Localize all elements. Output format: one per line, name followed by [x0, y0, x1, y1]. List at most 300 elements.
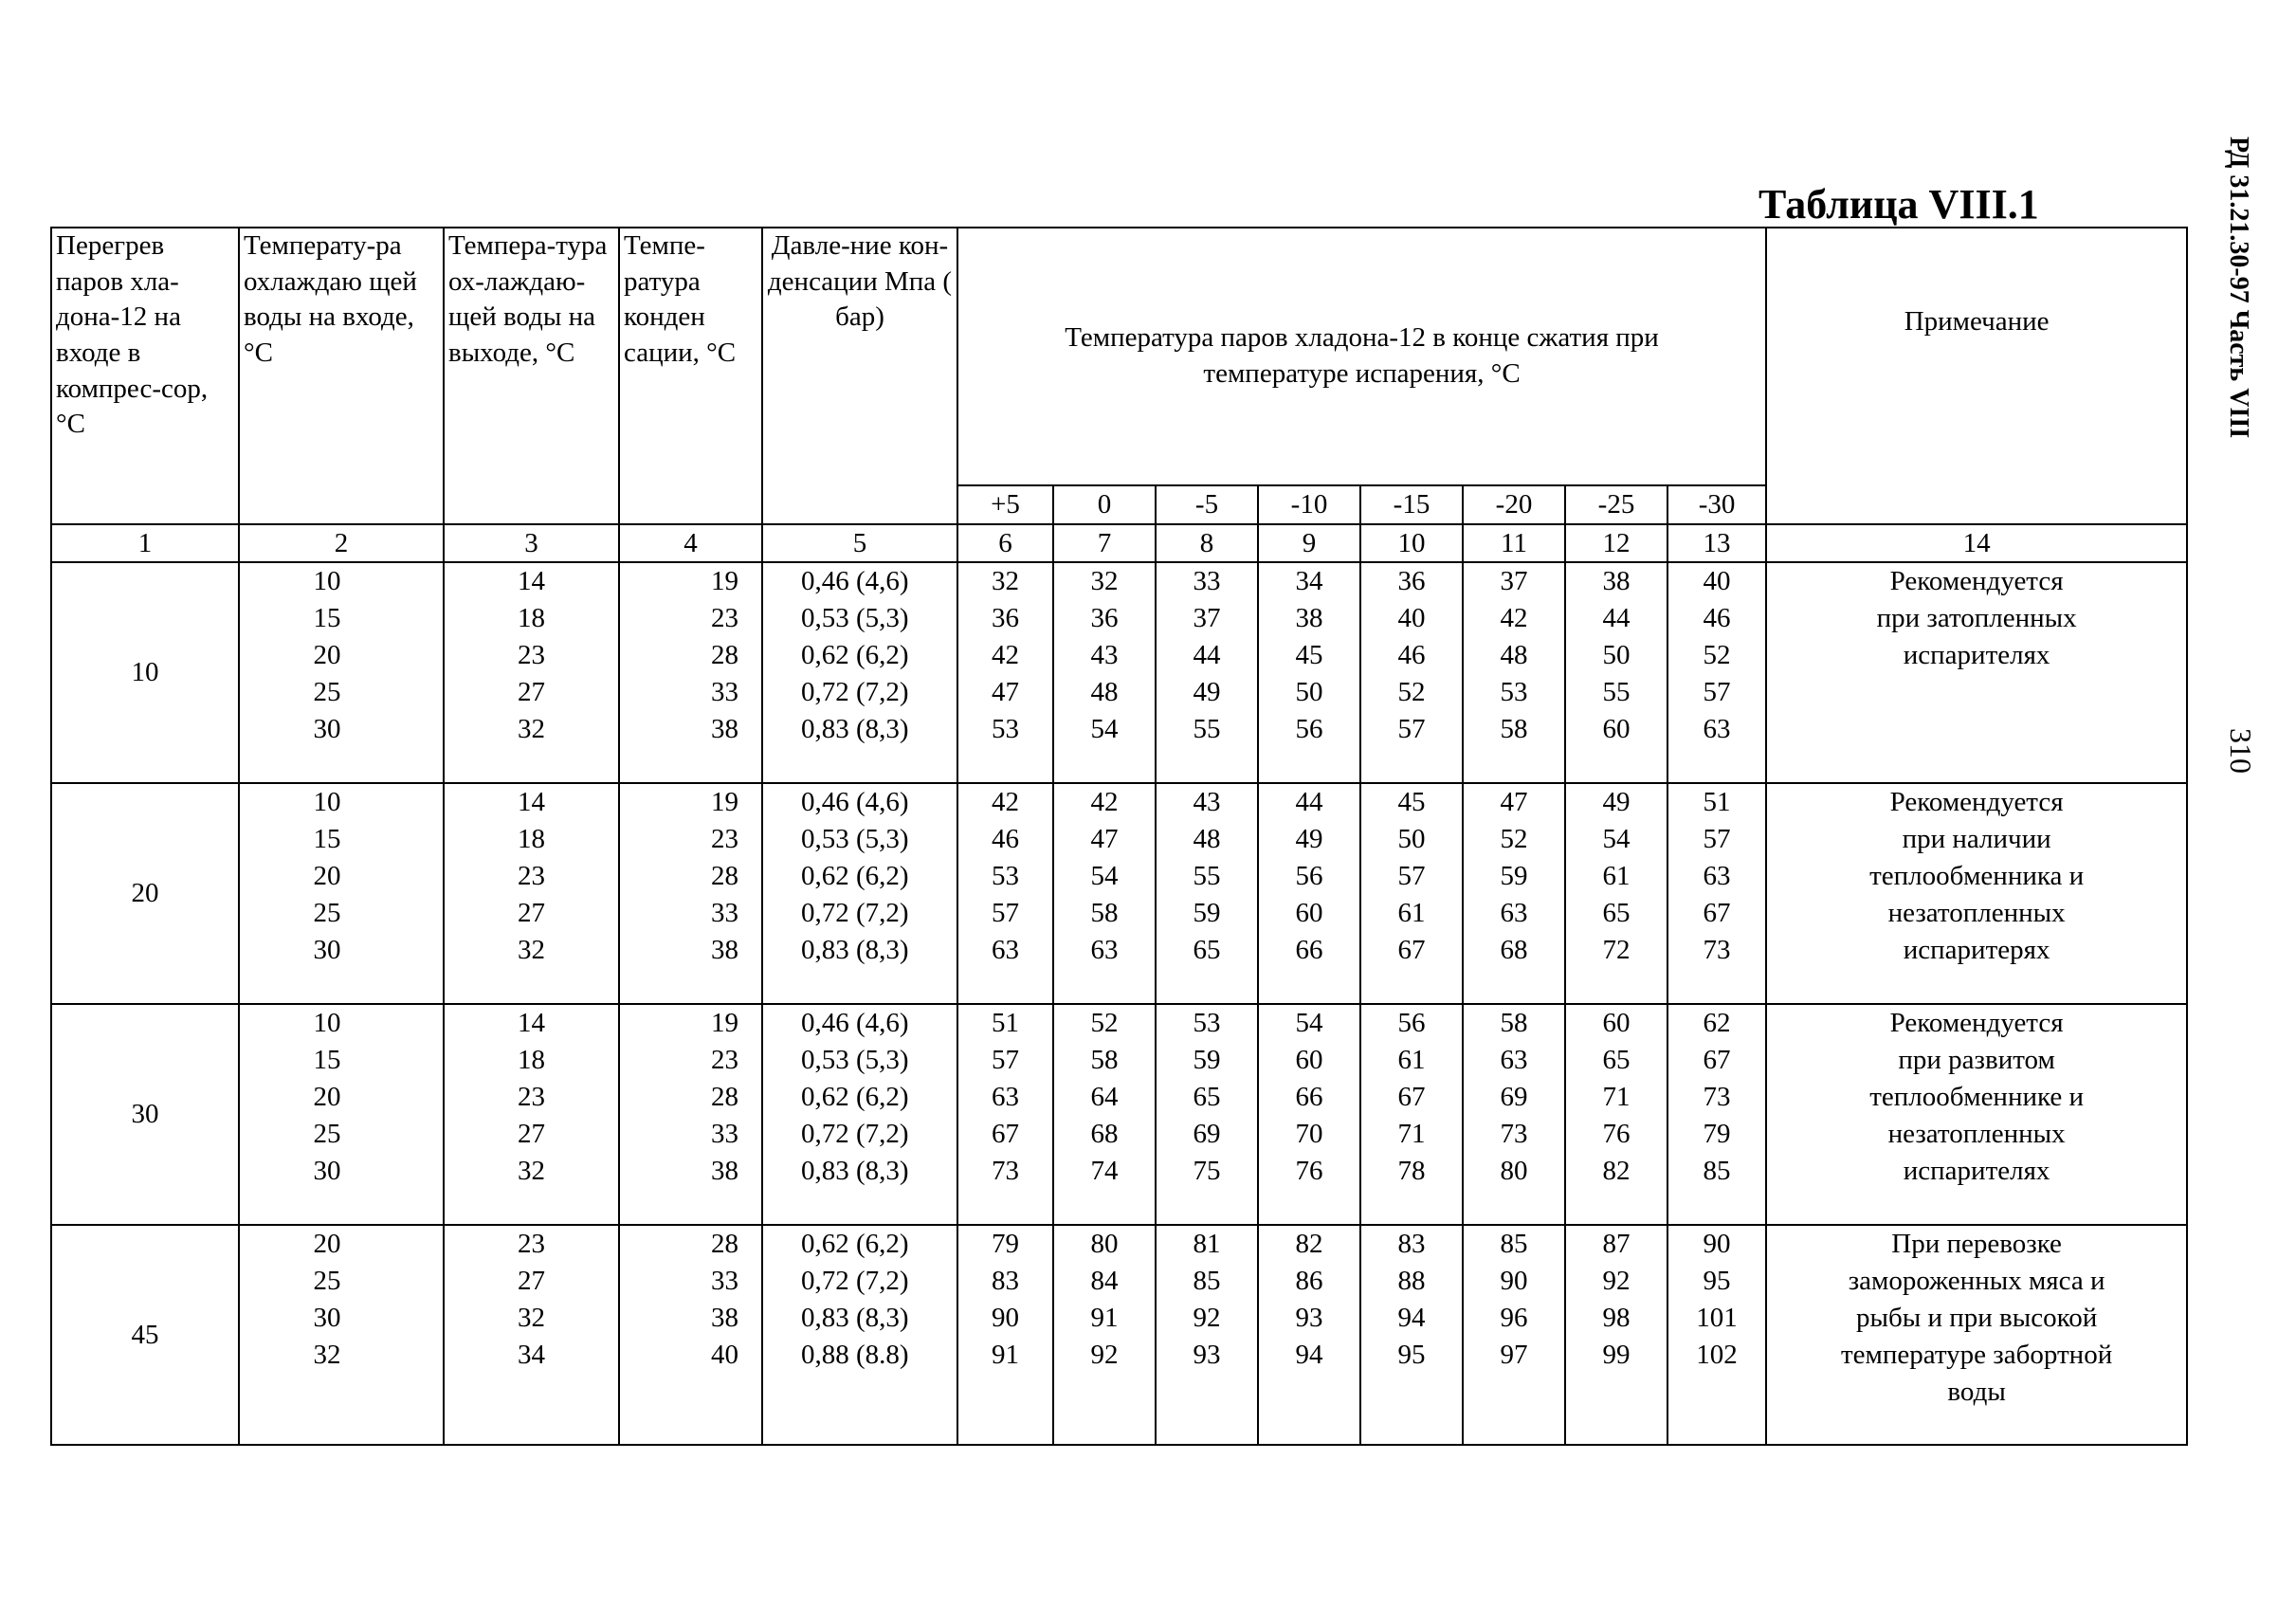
table-cell: 49 [1295, 824, 1323, 855]
table-cell: 76 [1295, 1156, 1323, 1187]
table-cell: 20 [313, 1082, 341, 1113]
note-line: при развитом [1898, 1045, 2055, 1076]
table-cell: 55 [1193, 714, 1221, 745]
table-cell: 70 [1295, 1119, 1323, 1150]
value-column [1053, 562, 1156, 783]
table-cell: 52 [1397, 677, 1426, 708]
table-cell: 23 [711, 603, 738, 634]
value-column [1156, 1225, 1258, 1445]
table-cell: 63 [992, 1082, 1019, 1113]
note-line: незатопленных [1887, 1119, 2066, 1150]
table-cell: 36 [1090, 603, 1119, 634]
table-cell: 0,46 (4,6) [801, 787, 909, 818]
table-cell: 92 [1602, 1266, 1631, 1297]
table-cell: 23 [711, 1045, 738, 1076]
group-row [51, 562, 2187, 783]
table-cell: 10 [313, 1008, 341, 1039]
table-cell: 50 [1295, 677, 1323, 708]
table-cell: 23 [518, 861, 545, 892]
header-condensation-temp: Темпе-ратура конден сации, °С [619, 228, 762, 524]
table-cell: 49 [1193, 677, 1221, 708]
group-row [51, 1004, 2187, 1225]
table-cell: 51 [992, 1008, 1019, 1039]
value-column [619, 1225, 762, 1445]
table-cell: 40 [1703, 566, 1731, 597]
table-cell: 45 [1397, 787, 1426, 818]
table-cell: 15 [313, 824, 341, 855]
table-cell: 60 [1602, 1008, 1631, 1039]
table-cell: 71 [1397, 1119, 1426, 1150]
table-cell: 48 [1193, 824, 1221, 855]
column-number: 3 [444, 524, 619, 563]
table-cell: 94 [1397, 1303, 1426, 1334]
value-column [619, 783, 762, 1004]
table-cell: 42 [992, 787, 1019, 818]
table-cell: 27 [518, 898, 545, 929]
table-cell: 95 [1397, 1340, 1426, 1371]
value-column [239, 562, 444, 783]
table-cell: 97 [1500, 1340, 1528, 1371]
table-cell: 44 [1295, 787, 1323, 818]
table-cell: 88 [1397, 1266, 1426, 1297]
table-cell: 42 [1090, 787, 1119, 818]
table-cell: 67 [1703, 898, 1731, 929]
table-cell: 98 [1602, 1303, 1631, 1334]
note-cell [1766, 562, 2187, 783]
table-cell: 79 [1703, 1119, 1731, 1150]
note-line: замороженных мяса и [1848, 1266, 2105, 1297]
value-column [1667, 562, 1766, 783]
superheat-value: 45 [51, 1225, 239, 1445]
table-cell: 57 [992, 1045, 1019, 1076]
superheat-value: 30 [51, 1004, 239, 1225]
table-cell: 32 [1090, 566, 1119, 597]
table-cell: 42 [1500, 603, 1528, 634]
table-cell: 66 [1295, 1082, 1323, 1113]
table-cell: 67 [1397, 935, 1426, 966]
value-column [762, 562, 957, 783]
value-column [444, 562, 619, 783]
table-cell: 33 [711, 1119, 738, 1150]
table-cell: 83 [1397, 1229, 1426, 1260]
table-cell: 23 [518, 1082, 545, 1113]
note-cell [1766, 1004, 2187, 1225]
note-line: теплообменнике и [1869, 1082, 2085, 1113]
column-number: 5 [762, 524, 957, 563]
table-cell: 92 [1090, 1340, 1119, 1371]
table-cell: 28 [711, 640, 738, 671]
table-cell: 54 [1295, 1008, 1323, 1039]
table-cell: 93 [1295, 1303, 1323, 1334]
table-cell: 63 [1500, 898, 1528, 929]
note-line: испаритерях [1903, 935, 2050, 966]
table-cell: 40 [711, 1340, 738, 1371]
table-cell: 67 [1397, 1082, 1426, 1113]
column-number: 1 [51, 524, 239, 563]
table-cell: 0,83 (8,3) [801, 935, 909, 966]
value-column [619, 1004, 762, 1225]
table-cell: 73 [992, 1156, 1019, 1187]
column-number: 9 [1258, 524, 1360, 563]
table-cell: 90 [1500, 1266, 1528, 1297]
table-cell: 37 [1500, 566, 1528, 597]
table-cell: 36 [1397, 566, 1426, 597]
value-column [1463, 1004, 1565, 1225]
table-cell: 54 [1090, 714, 1119, 745]
evap-temp-header: -15 [1360, 485, 1463, 524]
table-cell: 52 [1090, 1008, 1119, 1039]
table-cell: 80 [1090, 1229, 1119, 1260]
table-cell: 78 [1397, 1156, 1426, 1187]
table-cell: 33 [1193, 566, 1221, 597]
table-cell: 50 [1602, 640, 1631, 671]
table-cell: 18 [518, 1045, 545, 1076]
table-cell: 44 [1602, 603, 1631, 634]
table-cell: 0,83 (8,3) [801, 1303, 909, 1334]
table-cell: 82 [1295, 1229, 1323, 1260]
value-column [1360, 562, 1463, 783]
table-cell: 40 [1397, 603, 1426, 634]
table-cell: 27 [518, 677, 545, 708]
table-cell: 67 [1703, 1045, 1731, 1076]
table-cell: 50 [1397, 824, 1426, 855]
table-cell: 19 [711, 787, 738, 818]
table-cell: 38 [711, 714, 738, 745]
note-cell [1766, 1225, 2187, 1445]
note-line: воды [1947, 1377, 2006, 1408]
table-cell: 30 [313, 1156, 341, 1187]
table-cell: 46 [1397, 640, 1426, 671]
table-cell: 38 [711, 935, 738, 966]
value-column [1360, 783, 1463, 1004]
value-column [1565, 783, 1667, 1004]
group-row [51, 1225, 2187, 1445]
table-cell: 63 [992, 935, 1019, 966]
table-cell: 56 [1295, 861, 1323, 892]
table-cell: 0,83 (8,3) [801, 714, 909, 745]
value-column [1667, 1004, 1766, 1225]
value-column [1463, 1225, 1565, 1445]
table-cell: 49 [1602, 787, 1631, 818]
table-cell: 20 [313, 861, 341, 892]
table-cell: 68 [1090, 1119, 1119, 1150]
table-cell: 0,53 (5,3) [801, 1045, 909, 1076]
table-cell: 57 [1703, 824, 1731, 855]
column-number: 14 [1766, 524, 2187, 563]
table-cell: 0,83 (8,3) [801, 1156, 909, 1187]
table-cell: 14 [518, 1008, 545, 1039]
table-cell: 85 [1193, 1266, 1221, 1297]
note-line: температуре забортной [1840, 1340, 2113, 1371]
table-cell: 71 [1602, 1082, 1631, 1113]
table-cell: 0,62 (6,2) [801, 1229, 909, 1260]
column-number: 10 [1360, 524, 1463, 563]
table-cell: 38 [711, 1303, 738, 1334]
table-cell: 73 [1703, 935, 1731, 966]
table-cell: 45 [1295, 640, 1323, 671]
table-cell: 68 [1500, 935, 1528, 966]
column-number: 13 [1667, 524, 1766, 563]
evap-temp-header: -10 [1258, 485, 1360, 524]
table-cell: 0,72 (7,2) [801, 677, 909, 708]
group-row [51, 783, 2187, 1004]
table-cell: 52 [1500, 824, 1528, 855]
table-cell: 27 [518, 1266, 545, 1297]
table-cell: 25 [313, 677, 341, 708]
table-cell: 0,46 (4,6) [801, 1008, 909, 1039]
superheat-value: 10 [51, 562, 239, 783]
value-column [1565, 562, 1667, 783]
table-cell: 57 [1703, 677, 1731, 708]
table-cell: 57 [1397, 714, 1426, 745]
evap-temp-header: -30 [1667, 485, 1766, 524]
value-column [1667, 1225, 1766, 1445]
header-water-out-temp: Темпера-тура ох-лаждаю-щей воды на выходе, °С [444, 228, 619, 524]
note-line: при наличии [1902, 824, 2051, 855]
table-cell: 61 [1397, 1045, 1426, 1076]
column-number: 4 [619, 524, 762, 563]
value-column [444, 783, 619, 1004]
table-cell: 23 [518, 1229, 545, 1260]
table-cell: 32 [518, 1156, 545, 1187]
header-water-in-temp: Температу-ра охлаждаю щей воды на входе, °С [239, 228, 444, 524]
table-cell: 53 [1500, 677, 1528, 708]
note-line: при затопленных [1876, 603, 2077, 634]
value-column [1258, 1225, 1360, 1445]
table-cell: 85 [1703, 1156, 1731, 1187]
table-cell: 54 [1602, 824, 1631, 855]
table-cell: 10 [313, 787, 341, 818]
table-cell: 60 [1602, 714, 1631, 745]
table-cell: 37 [1193, 603, 1221, 634]
table-cell: 0,62 (6,2) [801, 861, 909, 892]
table-title: Таблица VIII.1 [1758, 181, 2039, 228]
column-number: 8 [1156, 524, 1258, 563]
table-cell: 80 [1500, 1156, 1528, 1187]
table-cell: 59 [1500, 861, 1528, 892]
table-cell: 44 [1193, 640, 1221, 671]
table-cell: 15 [313, 1045, 341, 1076]
table-cell: 0,53 (5,3) [801, 603, 909, 634]
table-cell: 15 [313, 603, 341, 634]
column-number: 11 [1463, 524, 1565, 563]
table-cell: 90 [992, 1303, 1019, 1334]
table-cell: 33 [711, 677, 738, 708]
column-number: 12 [1565, 524, 1667, 563]
table-cell: 65 [1193, 935, 1221, 966]
table-cell: 60 [1295, 1045, 1323, 1076]
value-column [1156, 1004, 1258, 1225]
value-column [1258, 1004, 1360, 1225]
table-cell: 28 [711, 1082, 738, 1113]
table-cell: 69 [1193, 1119, 1221, 1150]
column-number: 7 [1053, 524, 1156, 563]
table-cell: 28 [711, 861, 738, 892]
table-cell: 43 [1090, 640, 1119, 671]
table-cell: 65 [1602, 898, 1631, 929]
table-cell: 0,72 (7,2) [801, 898, 909, 929]
header-superheat: Перегрев паров хла-дона-12 на входе в компрес-сор, °С [51, 228, 239, 524]
header-compression-end-temp: Температура паров хладона-12 в конце сжатия при температуре испарения, °С [957, 228, 1766, 485]
value-column [444, 1004, 619, 1225]
table-cell: 32 [518, 1303, 545, 1334]
table-cell: 73 [1500, 1119, 1528, 1150]
table-cell: 82 [1602, 1156, 1631, 1187]
table-cell: 23 [518, 640, 545, 671]
table-cell: 67 [992, 1119, 1019, 1150]
column-number: 6 [957, 524, 1053, 563]
value-column [1156, 562, 1258, 783]
table-cell: 42 [992, 640, 1019, 671]
table-cell: 58 [1500, 714, 1528, 745]
table-cell: 102 [1696, 1340, 1738, 1371]
table-cell: 63 [1500, 1045, 1528, 1076]
table-cell: 83 [992, 1266, 1019, 1297]
table-cell: 56 [1397, 1008, 1426, 1039]
note-line: При перевозке [1891, 1229, 2062, 1260]
table-cell: 32 [992, 566, 1019, 597]
table-cell: 10 [313, 566, 341, 597]
table-cell: 32 [518, 935, 545, 966]
table-cell: 14 [518, 566, 545, 597]
table-cell: 74 [1090, 1156, 1119, 1187]
value-column [1258, 562, 1360, 783]
table-cell: 48 [1500, 640, 1528, 671]
evap-temp-header: 0 [1053, 485, 1156, 524]
evap-temp-header: +5 [957, 485, 1053, 524]
table-cell: 53 [992, 714, 1019, 745]
value-column [1360, 1225, 1463, 1445]
note-line: Рекомендуется [1889, 1008, 2064, 1039]
table-cell: 52 [1703, 640, 1731, 671]
table-cell: 63 [1703, 714, 1731, 745]
table-cell: 91 [1090, 1303, 1119, 1334]
table-cell: 0,72 (7,2) [801, 1119, 909, 1150]
value-column [1463, 562, 1565, 783]
table-cell: 57 [992, 898, 1019, 929]
note-line: теплообменника и [1869, 861, 2085, 892]
table-cell: 66 [1295, 935, 1323, 966]
table-cell: 65 [1193, 1082, 1221, 1113]
table-cell: 25 [313, 1119, 341, 1150]
value-column [762, 783, 957, 1004]
table-cell: 0,88 (8.8) [801, 1340, 909, 1371]
table-cell: 64 [1090, 1082, 1119, 1113]
table-cell: 48 [1090, 677, 1119, 708]
header-note: Примечание [1766, 228, 2187, 524]
value-column [1565, 1225, 1667, 1445]
table-cell: 25 [313, 898, 341, 929]
table-cell: 47 [1090, 824, 1119, 855]
table-cell: 0,46 (4,6) [801, 566, 909, 597]
table-cell: 75 [1193, 1156, 1221, 1187]
table-cell: 32 [518, 714, 545, 745]
note-line: испарителях [1903, 1156, 2050, 1187]
table-cell: 33 [711, 898, 738, 929]
note-cell [1766, 783, 2187, 1004]
table-cell: 19 [711, 1008, 738, 1039]
superheat-value: 20 [51, 783, 239, 1004]
table-cell: 90 [1703, 1229, 1731, 1260]
table-cell: 14 [518, 787, 545, 818]
table-cell: 57 [1397, 861, 1426, 892]
table-cell: 20 [313, 1229, 341, 1260]
table-cell: 18 [518, 603, 545, 634]
value-column [957, 1225, 1053, 1445]
table-cell: 53 [1193, 1008, 1221, 1039]
table-cell: 101 [1696, 1303, 1738, 1334]
table-cell: 61 [1397, 898, 1426, 929]
table-cell: 58 [1500, 1008, 1528, 1039]
value-column [1463, 783, 1565, 1004]
table-cell: 79 [992, 1229, 1019, 1260]
column-number: 2 [239, 524, 444, 563]
table-cell: 95 [1703, 1266, 1731, 1297]
table-cell: 30 [313, 935, 341, 966]
table-cell: 30 [313, 714, 341, 745]
table-cell: 86 [1295, 1266, 1323, 1297]
value-column [619, 562, 762, 783]
table-cell: 63 [1703, 861, 1731, 892]
document-code: РД 31.21.30-97 Часть VIII [2224, 137, 2253, 439]
table-cell: 92 [1193, 1303, 1221, 1334]
table-cell: 99 [1602, 1340, 1631, 1371]
table-cell: 60 [1295, 898, 1323, 929]
note-line: рыбы и при высокой [1856, 1303, 2098, 1334]
table-cell: 34 [1295, 566, 1323, 597]
table-cell: 59 [1193, 1045, 1221, 1076]
table-cell: 69 [1500, 1082, 1528, 1113]
table-cell: 43 [1193, 787, 1221, 818]
note-line: Рекомендуется [1889, 787, 2064, 818]
value-column [1565, 1004, 1667, 1225]
table-cell: 25 [313, 1266, 341, 1297]
table-cell: 65 [1602, 1045, 1631, 1076]
value-column [957, 783, 1053, 1004]
table-cell: 55 [1602, 677, 1631, 708]
table-cell: 51 [1703, 787, 1731, 818]
table-cell: 62 [1703, 1008, 1731, 1039]
table-cell: 61 [1602, 861, 1631, 892]
table-cell: 58 [1090, 898, 1119, 929]
table-cell: 47 [992, 677, 1019, 708]
table-cell: 20 [313, 640, 341, 671]
table-cell: 38 [1295, 603, 1323, 634]
table-cell: 56 [1295, 714, 1323, 745]
table-cell: 81 [1193, 1229, 1221, 1260]
table-cell: 46 [992, 824, 1019, 855]
note-line: испарителях [1903, 640, 2050, 671]
value-column [1053, 783, 1156, 1004]
table-cell: 46 [1703, 603, 1731, 634]
value-column [1258, 783, 1360, 1004]
page-number: 310 [2224, 728, 2258, 774]
table-cell: 0,72 (7,2) [801, 1266, 909, 1297]
table-cell: 54 [1090, 861, 1119, 892]
table-cell: 55 [1193, 861, 1221, 892]
table-cell: 72 [1602, 935, 1631, 966]
value-column [239, 1004, 444, 1225]
evap-temp-header: -20 [1463, 485, 1565, 524]
table-cell: 19 [711, 566, 738, 597]
table-cell: 76 [1602, 1119, 1631, 1150]
table-cell: 53 [992, 861, 1019, 892]
table-cell: 30 [313, 1303, 341, 1334]
evap-temp-header: -5 [1156, 485, 1258, 524]
table-cell: 47 [1500, 787, 1528, 818]
table-cell: 91 [992, 1340, 1019, 1371]
table-cell: 93 [1193, 1340, 1221, 1371]
